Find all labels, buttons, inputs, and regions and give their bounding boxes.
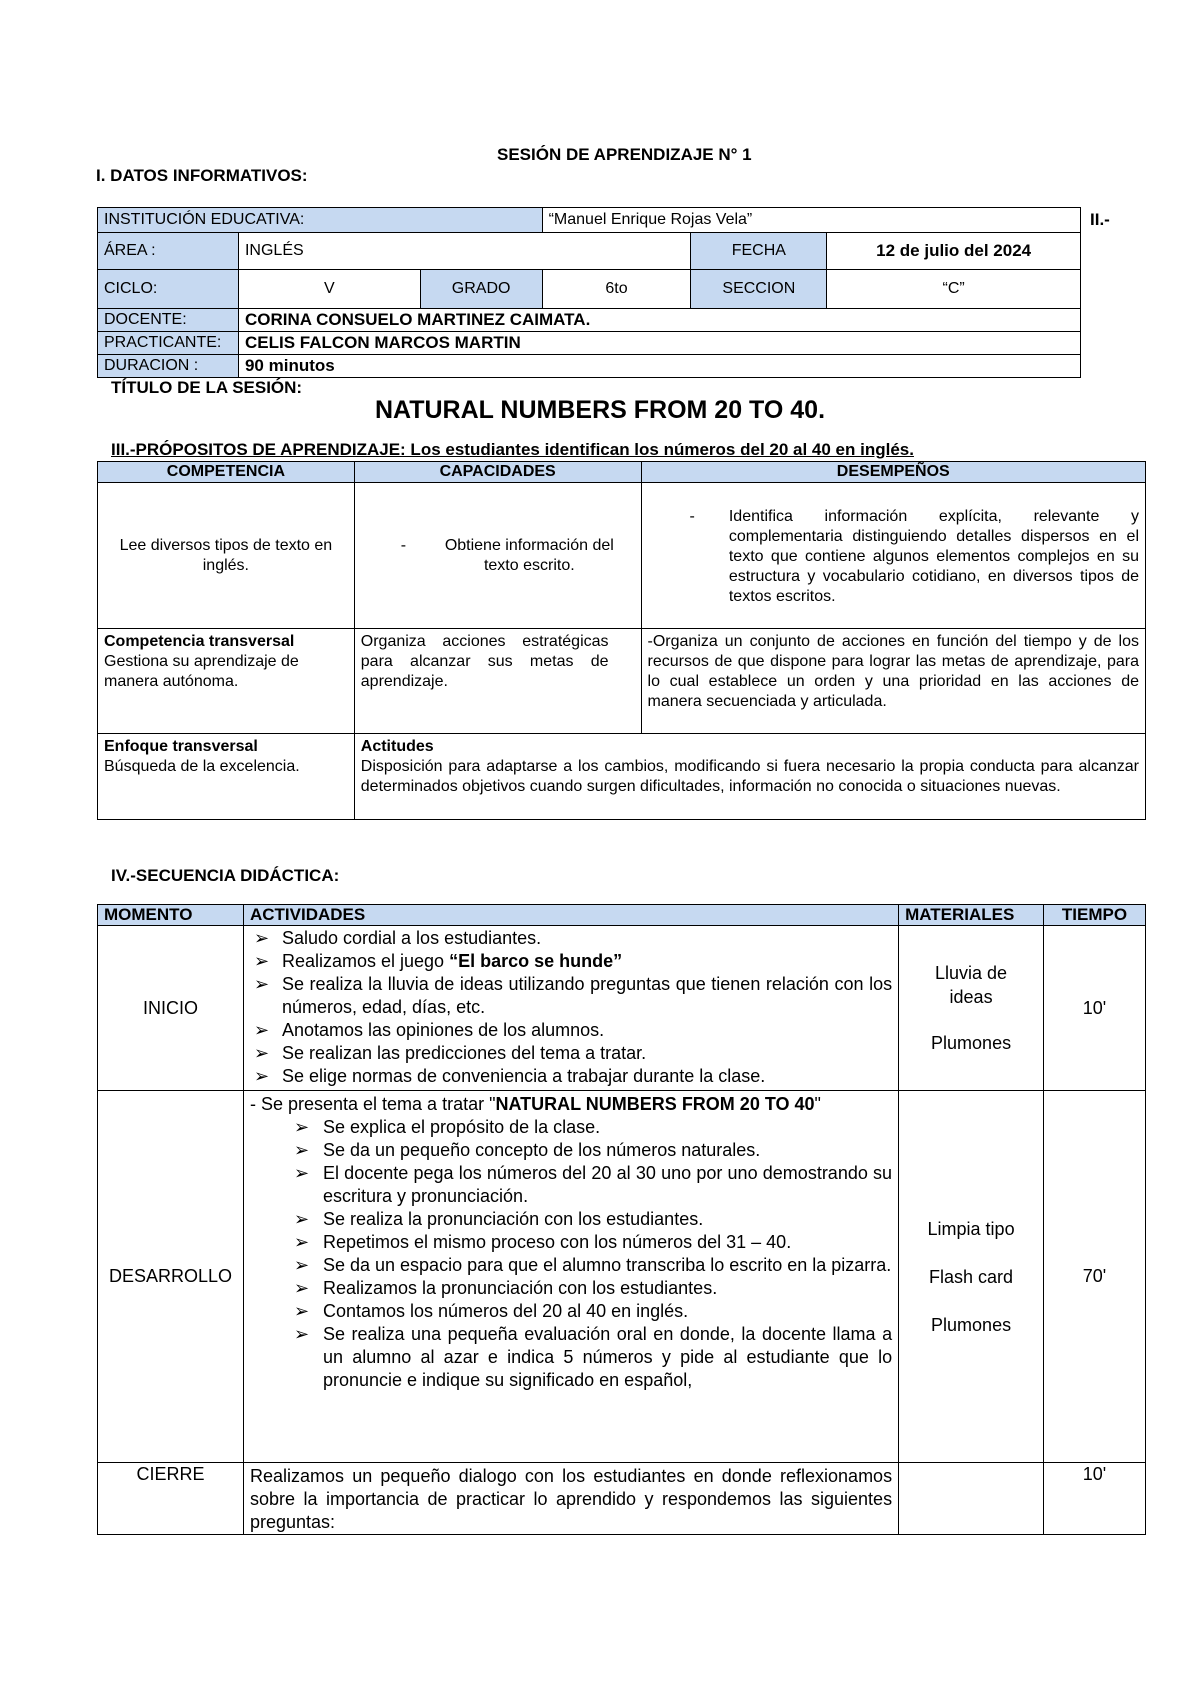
inicio-item: ➢ Realizamos el juego “El barco se hunde” bbox=[253, 951, 623, 971]
row3-enfoque-cell bbox=[98, 734, 355, 820]
desarrollo-intro: - Se presenta el tema a tratar "NATURAL NUMBERS FROM 20 TO 40" bbox=[249, 1094, 821, 1114]
ciclo-label: CICLO: bbox=[98, 270, 239, 309]
row3-actitudes-text: Disposición para adaptarse a los cambios, modificando si fuera necesario la propia conducta para alcanzar determinados objetivos cuando surgen dificultades, información no conocida o situaciones nuevas. bbox=[360, 758, 1139, 795]
section-i-heading: I. DATOS INFORMATIVOS: bbox=[96, 166, 308, 185]
info-table bbox=[97, 207, 1081, 378]
row1-competencia: Lee diversos tipos de texto en inglés. bbox=[98, 483, 355, 629]
desarrollo-materiales: Limpia tipo Flash card Plumones bbox=[899, 1091, 1044, 1463]
desarrollo-item: ➢ Se realiza una pequeña evaluación oral en donde, la docente llama a un alumno al azar e indica 5 números y pide al estudiante que lo pronuncie e indique su significado en español, bbox=[293, 1324, 893, 1390]
inicio-item: ➢ Se realiza la lluvia de ideas utilizando preguntas que tienen relación con los números, edad, días, etc. bbox=[253, 974, 893, 1017]
section-ii-heading: II.- bbox=[1090, 210, 1110, 229]
inicio-tiempo: 10' bbox=[1044, 926, 1146, 1091]
desarrollo-item: ➢ El docente pega los números del 20 al 30 uno por uno demostrando su escritura y pronunciación. bbox=[293, 1163, 893, 1206]
duracion-label: DURACION : bbox=[98, 355, 239, 378]
cierre-materiales bbox=[899, 1463, 1044, 1535]
grado-value: 6to bbox=[542, 270, 691, 309]
docente-value: CORINA CONSUELO MARTINEZ CAIMATA. bbox=[238, 309, 1080, 332]
col-capacidades: CAPACIDADES bbox=[354, 462, 641, 483]
arrow-bullet-icon: ➢ bbox=[293, 1163, 310, 1183]
row3-enfoque-title: Enfoque transversal bbox=[104, 738, 258, 755]
desarrollo-item: ➢ Contamos los números del 20 al 40 en inglés. bbox=[293, 1301, 689, 1321]
inicio-item: ➢ Se elige normas de conveniencia a trabajar durante la clase. bbox=[253, 1066, 766, 1086]
dash-marker: - bbox=[400, 536, 407, 554]
docente-label: DOCENTE: bbox=[98, 309, 239, 332]
row1-capacidad-cell bbox=[354, 483, 641, 629]
row3-actitudes-title: Actitudes bbox=[360, 738, 434, 755]
desarrollo-item: ➢ Se realiza la pronunciación con los estudiantes. bbox=[293, 1209, 704, 1229]
row3-actitudes-cell bbox=[354, 734, 1145, 820]
inicio-momento: INICIO bbox=[98, 926, 244, 1091]
practicante-label: PRACTICANTE: bbox=[98, 332, 239, 355]
grado-label: GRADO bbox=[420, 270, 542, 309]
practicante-value: CELIS FALCON MARCOS MARTIN bbox=[238, 332, 1080, 355]
inicio-item: ➢ Anotamos las opiniones de los alumnos. bbox=[253, 1020, 605, 1040]
session-title: SESIÓN DE APRENDIZAJE N° 1 bbox=[497, 145, 752, 164]
desarrollo-item: ➢ Repetimos el mismo proceso con los números del 31 – 40. bbox=[293, 1232, 792, 1252]
desarrollo-item: ➢ Se da un pequeño concepto de los números naturales. bbox=[293, 1140, 761, 1160]
row2-competencia-cell bbox=[98, 629, 355, 734]
arrow-bullet-icon: ➢ bbox=[293, 1209, 310, 1229]
area-label: ÁREA : bbox=[98, 233, 239, 270]
inicio-actividades bbox=[243, 926, 898, 1091]
inicio-materiales: Lluvia de ideas Plumones bbox=[899, 926, 1044, 1091]
seccion-label: SECCION bbox=[691, 270, 827, 309]
row1-desempeno-cell bbox=[641, 483, 1145, 629]
arrow-bullet-icon: ➢ bbox=[253, 1043, 270, 1063]
arrow-bullet-icon: ➢ bbox=[293, 1140, 310, 1160]
desarrollo-item: ➢ Se explica el propósito de la clase. bbox=[293, 1117, 601, 1137]
inicio-item: ➢ Se realizan las predicciones del tema a tratar. bbox=[253, 1043, 647, 1063]
col-momento: MOMENTO bbox=[98, 905, 244, 926]
row1-desempeno: Identifica información explícita, relevante y complementaria distinguiendo detalles dispersos en el texto que contiene algunos elementos complejos en su estructura y vocabulario cotidiano, en diversos tipos de textos escritos. bbox=[728, 508, 1139, 605]
cierre-actividades: Realizamos un pequeño dialogo con los estudiantes en donde reflexionamos sobre la importancia de practicar lo aprendido y respondemos las siguientes preguntas: bbox=[243, 1463, 898, 1535]
dash-marker: - bbox=[689, 508, 695, 525]
arrow-bullet-icon: ➢ bbox=[293, 1278, 310, 1298]
row2-competencia-text: Gestiona su aprendizaje de manera autónoma. bbox=[104, 653, 299, 690]
fecha-value: 12 de julio del 2024 bbox=[827, 233, 1081, 270]
desarrollo-momento: DESARROLLO bbox=[98, 1091, 244, 1463]
desarrollo-item: ➢ Realizamos la pronunciación con los estudiantes. bbox=[293, 1278, 718, 1298]
desarrollo-item: ➢ Se da un espacio para que el alumno transcriba lo escrito en la pizarra. bbox=[293, 1255, 892, 1275]
fecha-label: FECHA bbox=[691, 233, 827, 270]
area-value: INGLÉS bbox=[238, 233, 690, 270]
col-materiales: MATERIALES bbox=[899, 905, 1044, 926]
secuencia-table bbox=[97, 904, 1146, 1535]
duracion-value: 90 minutos bbox=[238, 355, 1080, 378]
ciclo-value: V bbox=[238, 270, 420, 309]
arrow-bullet-icon: ➢ bbox=[293, 1324, 310, 1344]
row3-enfoque-text: Búsqueda de la excelencia. bbox=[104, 758, 300, 775]
arrow-bullet-icon: ➢ bbox=[253, 951, 270, 971]
arrow-bullet-icon: ➢ bbox=[293, 1117, 310, 1137]
col-desempenos: DESEMPEÑOS bbox=[641, 462, 1145, 483]
secuencia-heading: IV.-SECUENCIA DIDÁCTICA: bbox=[111, 866, 340, 885]
arrow-bullet-icon: ➢ bbox=[253, 1020, 270, 1040]
propositos-heading: III.-PRÓPOSITOS DE APRENDIZAJE: Los estudiantes identifican los números del 20 al 40 en inglés. bbox=[111, 440, 914, 459]
arrow-bullet-icon: ➢ bbox=[293, 1301, 310, 1321]
desarrollo-tiempo: 70' bbox=[1044, 1091, 1146, 1463]
arrow-bullet-icon: ➢ bbox=[293, 1255, 310, 1275]
titulo-label: TÍTULO DE LA SESIÓN: bbox=[111, 378, 303, 397]
cierre-momento: CIERRE bbox=[98, 1463, 244, 1535]
inicio-item: ➢ Saludo cordial a los estudiantes. bbox=[253, 928, 542, 948]
institucion-label: INSTITUCIÓN EDUCATIVA: bbox=[98, 208, 543, 233]
col-tiempo: TIEMPO bbox=[1044, 905, 1146, 926]
row1-capacidad: Obtiene información del texto escrito. bbox=[444, 536, 614, 574]
arrow-bullet-icon: ➢ bbox=[293, 1232, 310, 1252]
arrow-bullet-icon: ➢ bbox=[253, 1066, 270, 1086]
session-topic-title: NATURAL NUMBERS FROM 20 TO 40. bbox=[374, 396, 826, 424]
row2-capacidad: Organiza acciones estratégicas para alcanzar sus metas de aprendizaje. bbox=[354, 629, 641, 734]
arrow-bullet-icon: ➢ bbox=[253, 928, 270, 948]
cierre-tiempo: 10' bbox=[1044, 1463, 1146, 1535]
arrow-bullet-icon: ➢ bbox=[253, 974, 270, 994]
institucion-value: “Manuel Enrique Rojas Vela” bbox=[542, 208, 1080, 233]
row2-competencia-title: Competencia transversal bbox=[104, 633, 295, 650]
col-actividades: ACTIVIDADES bbox=[243, 905, 898, 926]
seccion-value: “C” bbox=[827, 270, 1081, 309]
propositos-table bbox=[97, 461, 1146, 820]
col-competencia: COMPETENCIA bbox=[98, 462, 355, 483]
row2-desempeno: -Organiza un conjunto de acciones en función del tiempo y de los recursos de que dispone para lograr las metas de aprendizaje, para lo cual establece un orden y una prioridad en las acciones de manera secuenciada y articulada. bbox=[641, 629, 1145, 734]
desarrollo-actividades bbox=[243, 1091, 898, 1463]
